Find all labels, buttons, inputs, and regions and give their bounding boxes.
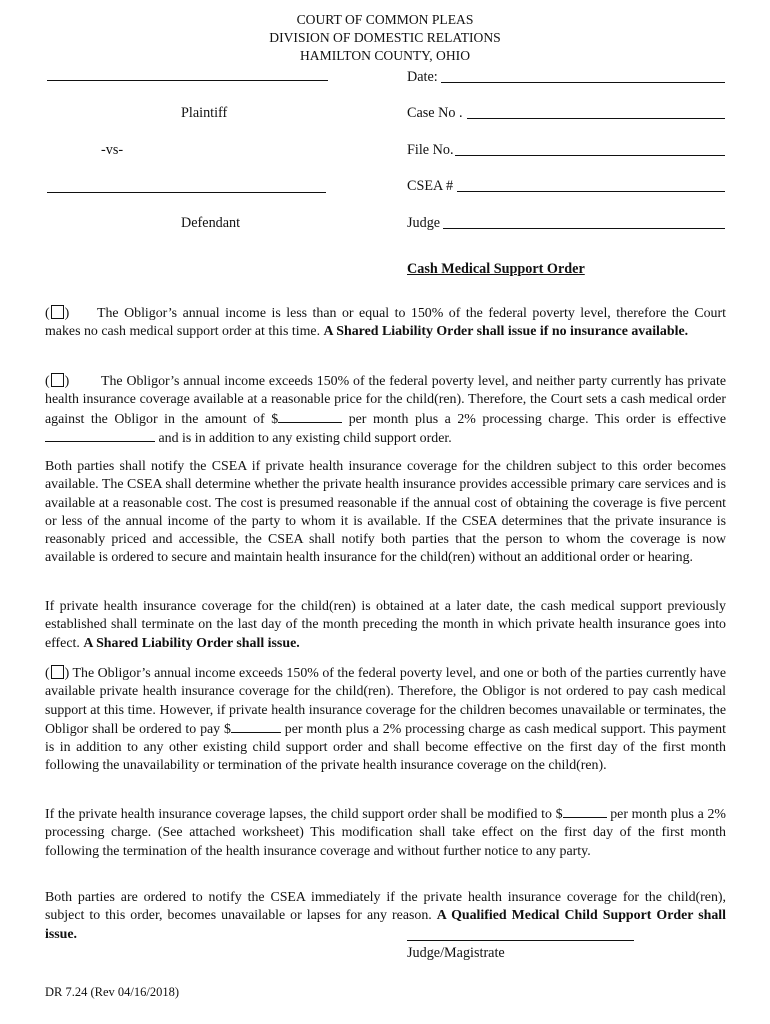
option-3-checkbox[interactable] bbox=[51, 665, 64, 679]
lapse-text-b: per month plus a 2% processing charge. (See attached worksheet) This modification shall take effect on the first day of the first month following the termination of the health insurance coverage and without further notice to any party. bbox=[45, 807, 726, 859]
option-1-checkbox[interactable] bbox=[51, 305, 64, 319]
option-2-text-b: per month plus a 2% processing charge. This order is effective bbox=[348, 411, 726, 427]
csea-label: CSEA # bbox=[407, 178, 454, 194]
court-division: DIVISION OF DOMESTIC RELATIONS bbox=[269, 30, 501, 45]
later-coverage-text: If private health insurance coverage for the child(ren) is obtained at a later date, the cash medical support previously established shall terminate on the last day of the month preceding the month in which private health insurance goes into effect. bbox=[45, 599, 726, 651]
option-1-paragraph: ( ) The Obligor’s annual income is less than or equal to 150% of the federal poverty level, therefore the Court makes no cash medical support order at this time. A Shared Liability Order shall issue if no insurance available. bbox=[45, 306, 726, 340]
form-number: DR 7.24 (Rev 04/16/2018) bbox=[45, 985, 180, 999]
option-3-text-a: The Obligor’s annual income exceeds 150% of the federal poverty level, and one or both of the parties currently have available private health insurance coverage for the child(ren). Therefore, the Obligor is not ordered to pay cash medical support at this time. However, if private health insurance coverage for the children becomes unavailable or terminates, the Obligor shall be ordered to pay $ bbox=[45, 666, 726, 737]
option-3-text-b: per month plus a 2% processing charge as cash medical support. This payment is in addition to any other existing child support order and shall become effective on the first day of the first month following the unavailability or termination of the private health insurance coverage on the child(ren). bbox=[45, 721, 726, 774]
option-3-paragraph: ( ) The Obligor’s annual income exceeds 150% of the federal poverty level, and one or both of the parties currently have available private health insurance coverage for the child(ren). Therefore, the Obligor is not ordered to pay cash medical support at this time. However, if private health insurance coverage for the children becomes unavailable or terminates, the Obligor shall be ordered to pay $ per month plus a 2% processing charge as cash medical support. This payment is in addition to any other existing child support order and shall become effective on the first day of the first month following the unavailability or termination of the private health insurance coverage on the child(ren). bbox=[45, 666, 726, 774]
option-2-amount-field[interactable] bbox=[278, 410, 342, 423]
later-coverage-paragraph bbox=[45, 598, 726, 653]
file-no-label: File No. bbox=[407, 142, 454, 158]
option-1-bold-text: A Shared Liability Order shall issue if no insurance available. bbox=[323, 324, 689, 340]
court-county: HAMILTON COUNTY, OHIO bbox=[299, 48, 471, 63]
lapse-amount-field[interactable] bbox=[563, 805, 607, 818]
notify-paragraph: Both parties shall notify the CSEA if private health insurance coverage for the children subject to this order becomes available. The CSEA shall determine whether the private health insurance provides accessible primary care services and is available at a reasonable cost. The cost is presumed reasonable if the annual cost of obtaining the coverage is five percent or less of the annual income of the party to whom it is available. If the CSEA determines that the private insurance is reasonably priced and accessible, the CSEA shall notify both parties that the person to whom the coverage is now available is ordered to secure and maintain health insurance for the child(ren) without an additional order or hearing. bbox=[45, 459, 726, 566]
defendant-label: Defendant bbox=[181, 215, 241, 231]
file-no-field[interactable] bbox=[455, 139, 725, 156]
case-no-label: Case No . bbox=[407, 105, 463, 121]
option-3-amount-field[interactable] bbox=[231, 720, 281, 733]
csea-field[interactable] bbox=[457, 175, 725, 192]
final-text: Both parties are ordered to notify the CSEA immediately if the private health insurance coverage for the child(ren), subject to this order, becomes unavailable or lapses for any reason. bbox=[45, 890, 726, 924]
judge-field[interactable] bbox=[443, 212, 725, 229]
final-paragraph bbox=[45, 889, 726, 944]
option-2-text-c: and is in addition to any existing child support order. bbox=[158, 430, 452, 446]
signature-label: Judge/Magistrate bbox=[407, 945, 505, 961]
option-1-text: The Obligor’s annual income is less than or equal to 150% of the federal poverty level, therefore the Court makes no cash medical support order at this time. bbox=[45, 306, 726, 340]
later-coverage-bold-text: A Shared Liability Order shall issue. bbox=[83, 635, 300, 651]
option-2-paragraph: ( ) The Obligor’s annual income exceeds 150% of the federal poverty level, and neither party currently has private health insurance coverage available at a reasonable price for the child(ren). Therefore, the Court sets a cash medical order against the Obligor in the amount of $ per month plus a 2% processing charge. This order is effective and is in addition to any existing child support order. bbox=[45, 374, 726, 446]
option-2-text-a: The Obligor’s annual income exceeds 150% of the federal poverty level, and neither party currently has private health insurance coverage available at a reasonable price for the child(ren). Therefore, the Court sets a cash medical order against the Obligor in the amount of $ bbox=[45, 374, 726, 427]
defendant-name-field[interactable] bbox=[47, 176, 326, 193]
lapse-paragraph bbox=[45, 805, 726, 861]
option-2-checkbox[interactable] bbox=[51, 373, 64, 387]
date-label: Date: bbox=[407, 69, 438, 85]
plaintiff-label: Plaintiff bbox=[181, 105, 228, 121]
vs-label: -vs- bbox=[101, 142, 124, 158]
order-title: Cash Medical Support Order bbox=[407, 261, 585, 277]
court-name: COURT OF COMMON PLEAS bbox=[296, 12, 474, 27]
date-field[interactable] bbox=[441, 66, 725, 83]
final-bold-text: A Qualified Medical Child Support Order shall issue. bbox=[45, 908, 726, 942]
option-2-effective-date-field[interactable] bbox=[45, 429, 155, 442]
case-no-field[interactable] bbox=[467, 102, 725, 119]
signature-line[interactable] bbox=[407, 940, 634, 941]
judge-label: Judge bbox=[407, 215, 441, 231]
lapse-text-a: If the private health insurance coverage lapses, the child support order shall be modified to $ bbox=[45, 807, 563, 822]
plaintiff-name-field[interactable] bbox=[47, 64, 328, 81]
